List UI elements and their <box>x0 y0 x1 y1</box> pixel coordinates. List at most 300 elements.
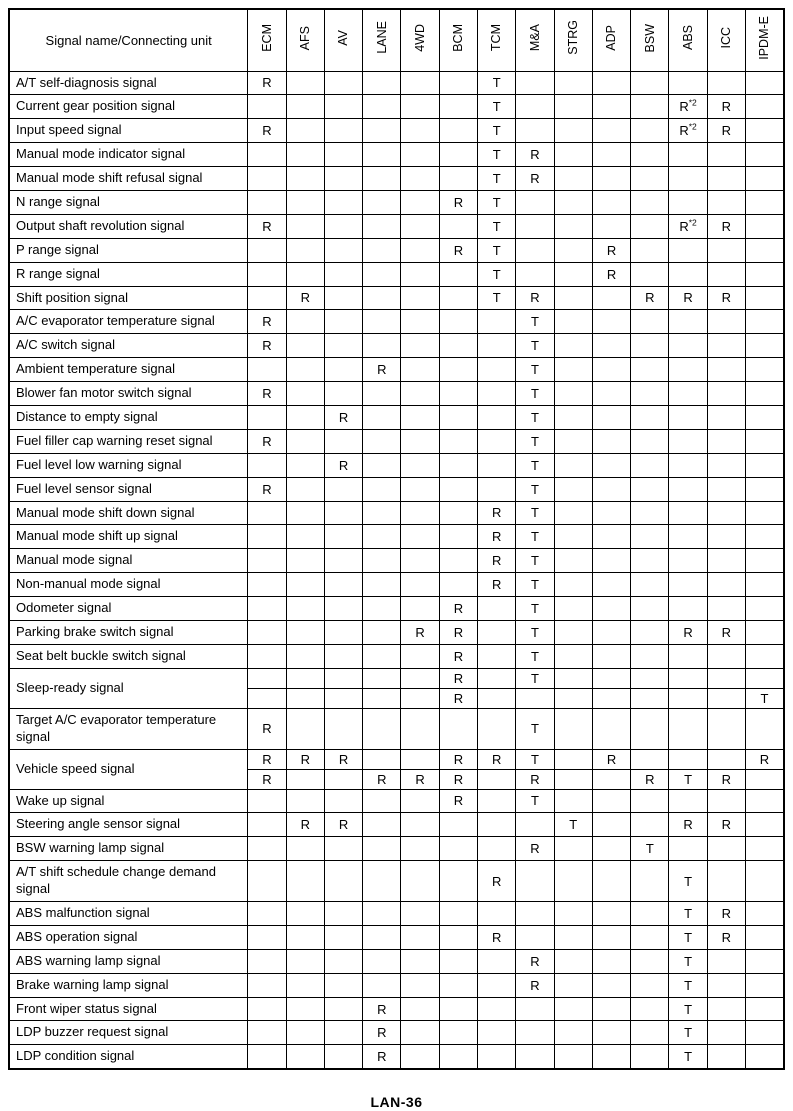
signal-cell <box>324 143 362 167</box>
signal-cell <box>401 429 439 453</box>
signal-cell <box>248 501 286 525</box>
signal-cell: R <box>478 573 516 597</box>
signal-cell: T <box>669 1045 707 1069</box>
signal-cell <box>746 262 785 286</box>
signal-cell <box>669 167 707 191</box>
signal-cell: R <box>324 453 362 477</box>
table-header <box>9 9 784 71</box>
signal-name: ABS malfunction signal <box>9 902 248 926</box>
table-row <box>9 525 784 549</box>
signal-cell <box>631 861 669 902</box>
signal-cell <box>707 688 745 708</box>
signal-cell: R <box>707 214 745 238</box>
signal-cell <box>592 668 630 688</box>
table-row <box>9 382 784 406</box>
signal-cell <box>554 925 592 949</box>
signal-cell <box>746 1045 785 1069</box>
table-row <box>9 997 784 1021</box>
signal-cell <box>478 813 516 837</box>
signal-cell: R <box>248 334 286 358</box>
signal-cell <box>363 688 401 708</box>
signal-cell <box>631 310 669 334</box>
signal-cell <box>592 286 630 310</box>
signal-cell <box>592 429 630 453</box>
signal-cell <box>324 119 362 143</box>
signal-cell: T <box>516 429 554 453</box>
signal-cell <box>554 597 592 621</box>
signal-cell: R <box>631 286 669 310</box>
signal-cell <box>631 525 669 549</box>
signal-cell <box>707 525 745 549</box>
signal-cell <box>401 95 439 119</box>
signal-cell <box>746 310 785 334</box>
signal-name: BSW warning lamp signal <box>9 837 248 861</box>
signal-cell: R <box>286 813 324 837</box>
column-header-label: IPDM-E <box>757 15 772 60</box>
signal-cell <box>478 1021 516 1045</box>
signal-cell <box>746 949 785 973</box>
signal-cell <box>554 525 592 549</box>
table-row <box>9 429 784 453</box>
signal-cell <box>631 119 669 143</box>
signal-cell <box>478 358 516 382</box>
signal-cell: R <box>516 167 554 191</box>
signal-cell <box>669 190 707 214</box>
table-row <box>9 310 784 334</box>
signal-cell <box>439 902 477 926</box>
signal-cell <box>478 382 516 406</box>
signal-cell: R <box>707 286 745 310</box>
signal-cell <box>554 769 592 789</box>
signal-cell <box>439 71 477 95</box>
signal-cell: T <box>516 453 554 477</box>
signal-name: Ambient temperature signal <box>9 358 248 382</box>
table-row <box>9 477 784 501</box>
signal-cell <box>401 214 439 238</box>
signal-cell: R <box>516 973 554 997</box>
signal-cell <box>631 453 669 477</box>
signal-cell <box>286 405 324 429</box>
signal-cell <box>707 501 745 525</box>
signal-cell <box>746 708 785 749</box>
header-row <box>9 9 784 71</box>
signal-cell <box>439 501 477 525</box>
signal-cell: T <box>516 358 554 382</box>
signal-cell <box>516 119 554 143</box>
signal-cell <box>669 749 707 769</box>
signal-cell: T <box>516 573 554 597</box>
signal-cell <box>554 334 592 358</box>
signal-cell <box>554 358 592 382</box>
signal-cell <box>592 902 630 926</box>
signal-cell: T <box>478 238 516 262</box>
footnote-marker: *2 <box>688 121 697 132</box>
signal-cell <box>324 861 362 902</box>
signal-cell <box>631 167 669 191</box>
signal-cell <box>286 238 324 262</box>
signal-cell <box>746 525 785 549</box>
signal-cell <box>286 477 324 501</box>
signal-cell <box>363 708 401 749</box>
signal-cell <box>746 71 785 95</box>
signal-cell <box>401 477 439 501</box>
signal-cell: R <box>248 382 286 406</box>
signal-cell <box>363 262 401 286</box>
signal-cell: T <box>669 925 707 949</box>
signal-cell: T <box>516 477 554 501</box>
signal-cell <box>324 620 362 644</box>
signal-cell <box>248 688 286 708</box>
signal-cell <box>286 167 324 191</box>
signal-cell <box>324 573 362 597</box>
column-header-abs <box>669 9 707 71</box>
signal-cell <box>478 620 516 644</box>
signal-cell: R <box>248 214 286 238</box>
signal-cell <box>592 143 630 167</box>
signal-cell: T <box>669 997 707 1021</box>
signal-cell <box>669 573 707 597</box>
signal-cell <box>554 749 592 769</box>
column-header-label: M&A <box>527 24 542 52</box>
signal-cell <box>248 238 286 262</box>
signal-cell <box>746 644 785 668</box>
signal-cell <box>286 949 324 973</box>
signal-cell <box>363 477 401 501</box>
signal-cell <box>554 71 592 95</box>
signal-cell <box>707 167 745 191</box>
signal-cell <box>631 477 669 501</box>
signal-cell: R <box>707 902 745 926</box>
column-header-bcm <box>439 9 477 71</box>
signal-cell <box>401 501 439 525</box>
signal-cell: R <box>478 861 516 902</box>
signal-name: LDP condition signal <box>9 1045 248 1069</box>
signal-cell <box>669 429 707 453</box>
signal-cell <box>439 95 477 119</box>
signal-cell <box>248 789 286 813</box>
signal-cell <box>439 214 477 238</box>
signal-cell <box>516 813 554 837</box>
signal-cell <box>707 238 745 262</box>
signal-name: Manual mode indicator signal <box>9 143 248 167</box>
footnote-marker: *2 <box>688 217 697 228</box>
signal-cell <box>324 708 362 749</box>
signal-cell: T <box>516 644 554 668</box>
signal-cell <box>554 119 592 143</box>
signal-cell <box>401 749 439 769</box>
signal-cell <box>324 429 362 453</box>
column-header-label: AV <box>336 29 351 46</box>
signal-cell: R <box>439 597 477 621</box>
signal-cell: T <box>516 310 554 334</box>
signal-cell: T <box>516 405 554 429</box>
signal-cell <box>746 973 785 997</box>
signal-cell <box>707 477 745 501</box>
signal-cell <box>248 597 286 621</box>
signal-cell <box>592 167 630 191</box>
signal-cell <box>631 405 669 429</box>
signal-cell <box>554 167 592 191</box>
signal-cell <box>363 501 401 525</box>
signal-cell: R <box>707 119 745 143</box>
signal-cell: R <box>439 749 477 769</box>
signal-cell: T <box>516 789 554 813</box>
signal-cell <box>286 549 324 573</box>
signal-cell: R <box>478 549 516 573</box>
signal-cell <box>363 167 401 191</box>
signal-cell <box>248 644 286 668</box>
signal-name: LDP buzzer request signal <box>9 1021 248 1045</box>
signal-cell <box>324 477 362 501</box>
signal-cell <box>707 949 745 973</box>
signal-cell <box>286 1021 324 1045</box>
signal-cell <box>248 525 286 549</box>
signal-name: A/T shift schedule change demand signal <box>9 861 248 902</box>
signal-name: A/T self-diagnosis signal <box>9 71 248 95</box>
signal-cell <box>631 190 669 214</box>
signal-cell: R <box>669 620 707 644</box>
signal-cell <box>286 769 324 789</box>
signal-cell <box>592 119 630 143</box>
signal-cell <box>516 1021 554 1045</box>
signal-cell <box>707 997 745 1021</box>
signal-cell <box>746 925 785 949</box>
column-header-label: LANE <box>374 21 389 55</box>
signal-cell <box>248 1021 286 1045</box>
signal-cell <box>707 262 745 286</box>
signal-cell <box>669 525 707 549</box>
table-row <box>9 861 784 902</box>
signal-cell <box>324 644 362 668</box>
signal-cell <box>286 525 324 549</box>
signal-cell <box>669 71 707 95</box>
signal-cell <box>363 143 401 167</box>
signal-cell <box>324 214 362 238</box>
signal-cell <box>631 143 669 167</box>
signal-cell <box>746 837 785 861</box>
signal-cell: R <box>516 286 554 310</box>
signal-cell <box>554 973 592 997</box>
signal-cell <box>746 238 785 262</box>
signal-cell <box>439 949 477 973</box>
signal-cell <box>592 334 630 358</box>
column-header-strg <box>554 9 592 71</box>
signal-name: Input speed signal <box>9 119 248 143</box>
signal-cell: R <box>516 949 554 973</box>
signal-cell <box>439 549 477 573</box>
signal-cell <box>286 597 324 621</box>
signal-cell <box>439 286 477 310</box>
signal-cell <box>631 597 669 621</box>
signal-cell <box>707 861 745 902</box>
signal-cell <box>286 708 324 749</box>
signal-cell <box>746 358 785 382</box>
table-row <box>9 573 784 597</box>
signal-cell <box>707 382 745 406</box>
signal-cell <box>401 119 439 143</box>
signal-cell: T <box>478 286 516 310</box>
signal-cell <box>248 861 286 902</box>
signal-cell <box>669 262 707 286</box>
table-row <box>9 1045 784 1069</box>
signal-cell <box>746 214 785 238</box>
signal-cell <box>363 620 401 644</box>
signal-cell <box>592 190 630 214</box>
signal-cell <box>746 813 785 837</box>
signal-cell <box>746 902 785 926</box>
signal-cell <box>248 620 286 644</box>
signal-name: Output shaft revolution signal <box>9 214 248 238</box>
signal-cell <box>746 167 785 191</box>
signal-cell <box>286 837 324 861</box>
signal-cell <box>324 238 362 262</box>
signal-cell <box>554 902 592 926</box>
signal-cell <box>669 334 707 358</box>
table-row <box>9 95 784 119</box>
signal-cell <box>248 358 286 382</box>
signal-cell <box>669 501 707 525</box>
signal-cell: R <box>363 358 401 382</box>
signal-cell: $R^{*2}$ <box>669 119 707 143</box>
signal-cell <box>516 214 554 238</box>
column-header-afs <box>286 9 324 71</box>
signal-cell <box>631 902 669 926</box>
signal-cell <box>707 429 745 453</box>
signal-cell <box>746 143 785 167</box>
signal-cell <box>363 837 401 861</box>
signal-cell <box>554 286 592 310</box>
signal-cell: R <box>746 749 785 769</box>
signal-cell: T <box>516 708 554 749</box>
signal-cell <box>363 190 401 214</box>
signal-cell <box>286 620 324 644</box>
signal-cell: R <box>439 668 477 688</box>
signal-cell <box>363 310 401 334</box>
signal-cell <box>363 429 401 453</box>
signal-cell <box>669 688 707 708</box>
signal-cell <box>631 620 669 644</box>
signal-cell <box>631 644 669 668</box>
signal-cell <box>516 688 554 708</box>
signal-cell <box>401 1045 439 1069</box>
signal-cell <box>592 620 630 644</box>
signal-cell <box>363 925 401 949</box>
signal-cell <box>554 429 592 453</box>
signal-cell <box>439 1021 477 1045</box>
signal-cell <box>286 573 324 597</box>
signal-cell <box>401 310 439 334</box>
signal-cell <box>554 95 592 119</box>
signal-cell <box>363 861 401 902</box>
signal-cell <box>554 620 592 644</box>
signal-cell <box>746 597 785 621</box>
signal-cell <box>746 549 785 573</box>
signal-cell <box>592 453 630 477</box>
signal-cell <box>439 262 477 286</box>
signal-cell <box>401 262 439 286</box>
signal-cell: R <box>631 769 669 789</box>
signal-cell <box>363 789 401 813</box>
signal-cell <box>324 1045 362 1069</box>
table-row <box>9 238 784 262</box>
signal-cell <box>631 688 669 708</box>
signal-cell <box>324 668 362 688</box>
signal-cell: R <box>363 1021 401 1045</box>
signal-cell <box>363 973 401 997</box>
column-header-label: TCM <box>489 24 504 52</box>
signal-cell <box>554 549 592 573</box>
signal-cell: T <box>478 262 516 286</box>
column-header-tcm <box>478 9 516 71</box>
signal-cell <box>746 501 785 525</box>
signal-cell <box>478 453 516 477</box>
signal-cell: R <box>669 286 707 310</box>
signal-cell <box>631 429 669 453</box>
signal-cell: R <box>592 749 630 769</box>
signal-cell <box>439 925 477 949</box>
table-row <box>9 749 784 769</box>
signal-cell <box>631 749 669 769</box>
signal-cell <box>554 573 592 597</box>
signal-cell: T <box>478 95 516 119</box>
signal-cell <box>363 644 401 668</box>
signal-cell <box>707 1021 745 1045</box>
signal-name: Front wiper status signal <box>9 997 248 1021</box>
column-header-label: AFS <box>298 25 313 50</box>
signal-cell <box>746 1021 785 1045</box>
signal-cell: R <box>363 769 401 789</box>
signal-cell: R <box>478 525 516 549</box>
signal-cell <box>363 214 401 238</box>
signal-cell <box>401 525 439 549</box>
signal-cell <box>324 949 362 973</box>
signal-cell: R <box>439 688 477 708</box>
signal-cell <box>478 644 516 668</box>
signal-cell <box>707 358 745 382</box>
signal-cell: T <box>669 861 707 902</box>
signal-cell <box>324 525 362 549</box>
signal-cell <box>516 190 554 214</box>
column-header-av <box>324 9 362 71</box>
signal-cell <box>746 429 785 453</box>
signal-cell <box>286 119 324 143</box>
signal-cell <box>401 837 439 861</box>
column-header-ipdm-e <box>746 9 785 71</box>
signal-cell <box>401 949 439 973</box>
signal-cell <box>554 997 592 1021</box>
signal-cell <box>363 668 401 688</box>
signal-cell <box>707 708 745 749</box>
table-body <box>9 71 784 1069</box>
signal-cell <box>286 214 324 238</box>
signal-cell <box>631 95 669 119</box>
signal-cell <box>363 405 401 429</box>
signal-name: Brake warning lamp signal <box>9 973 248 997</box>
signal-cell <box>363 238 401 262</box>
signal-cell <box>248 668 286 688</box>
signal-cell <box>592 1045 630 1069</box>
signal-cell <box>324 382 362 406</box>
signal-cell: R <box>707 813 745 837</box>
signal-name: Odometer signal <box>9 597 248 621</box>
signal-cell: $R^{*2}$ <box>669 95 707 119</box>
signal-cell <box>286 358 324 382</box>
signal-cell <box>707 644 745 668</box>
column-header-label: ECM <box>259 23 274 52</box>
signal-cell <box>401 973 439 997</box>
signal-cell <box>324 789 362 813</box>
signal-cell <box>439 813 477 837</box>
